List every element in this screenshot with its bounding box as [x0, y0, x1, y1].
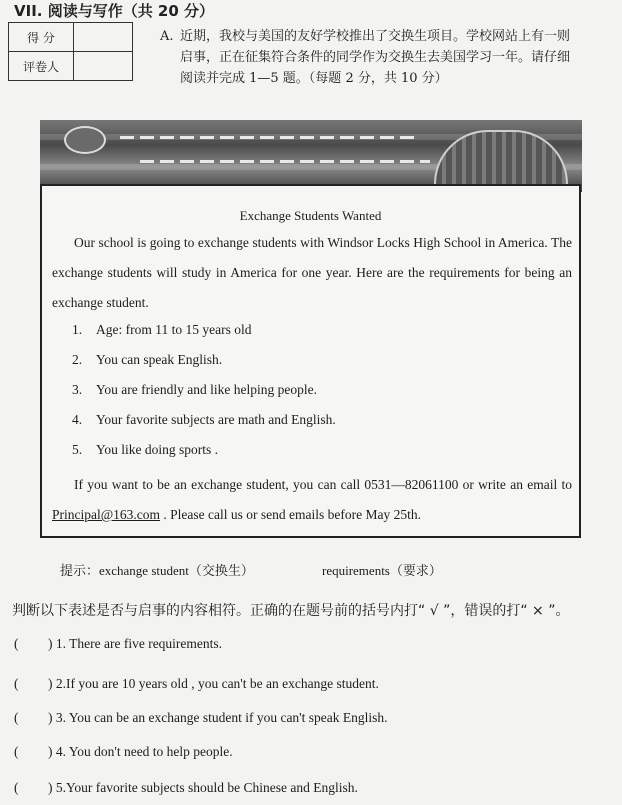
question-instruction: 判断以下表述是否与启事的内容相符。正确的在题号前的括号内打“ √ ”，错误的打“ × ”。 — [12, 603, 570, 619]
question-item — [14, 710, 387, 726]
hint-requirements: requirements（要求） — [322, 563, 442, 578]
notice-intro — [52, 228, 572, 318]
closing-text-after: . Please call us or send emails before May 25th. — [160, 507, 421, 522]
requirement-number: 1. — [72, 322, 83, 337]
intro-line-2: 启事，正在征集符合条件的同学作为交换生去美国学习一年。请仔细 — [180, 50, 571, 65]
question-item — [14, 676, 379, 692]
section-title: VII. 阅读与写作（共 20 分） — [14, 2, 215, 20]
email-link[interactable]: Principal@163.com — [52, 507, 161, 522]
notice-closing-text — [52, 470, 572, 530]
notice-box — [40, 184, 581, 538]
intro-line-3: 阅读并完成 1—5 题。（每题 2 分，共 10 分） — [180, 71, 448, 86]
answer-blank[interactable]: ( — [14, 636, 19, 651]
requirement-text: Your favorite subjects are math and English. — [96, 412, 336, 427]
requirement-text: You are friendly and like helping people. — [96, 382, 317, 397]
part-marker: A. — [160, 29, 174, 44]
requirement-item — [72, 442, 218, 458]
question-text: ) 3. You can be an exchange student if you can't speak English. — [48, 710, 388, 725]
score-cell — [74, 23, 133, 52]
answer-blank[interactable]: ( — [14, 744, 19, 759]
question-text: ) 5.Your favorite subjects should be Chinese and English. — [48, 780, 358, 795]
school-banner-image — [40, 120, 582, 192]
answer-blank[interactable]: ( — [14, 780, 19, 795]
requirement-item — [72, 322, 251, 338]
requirement-number: 3. — [72, 382, 83, 397]
hint-exchange-student: 提示：exchange student（交换生） — [60, 563, 254, 578]
grader-cell — [74, 52, 133, 81]
requirement-text: You like doing sports . — [96, 442, 219, 457]
answer-blank[interactable]: ( — [14, 710, 19, 725]
requirement-item — [72, 382, 317, 398]
requirement-number: 2. — [72, 352, 83, 367]
question-text: ) 4. You don't need to help people. — [48, 744, 233, 759]
banner-lettering — [140, 160, 430, 163]
grader-label: 评卷人 — [9, 52, 74, 81]
question-item — [14, 744, 233, 760]
notice-intro-text: Our school is going to exchange students with Windsor Locks High School in America. The exchange students will study in America for one year. Here are the requirements for being an exchange student. — [52, 235, 572, 310]
requirement-number: 4. — [72, 412, 83, 427]
requirement-text: You can speak English. — [96, 352, 223, 367]
closing-text-before: If you want to be an exchange student, you can call 0531—82061100 or write an email to — [74, 477, 572, 492]
score-row — [9, 23, 133, 52]
requirement-text: Age: from 11 to 15 years old — [96, 322, 252, 337]
requirement-item — [72, 352, 222, 368]
question-item — [14, 780, 358, 796]
requirement-number: 5. — [72, 442, 83, 457]
intro-line-1: 近期，我校与美国的友好学校推出了交换生项目。学校网站上有一则 — [180, 29, 571, 44]
question-item — [14, 636, 222, 652]
banner-lettering — [120, 136, 420, 139]
school-emblem-icon — [64, 126, 106, 154]
requirement-item — [72, 412, 336, 428]
score-table — [8, 22, 133, 81]
question-text: ) 1. There are five requirements. — [48, 636, 223, 651]
grader-row — [9, 52, 133, 81]
answer-blank[interactable]: ( — [14, 676, 19, 691]
question-text: ) 2.If you are 10 years old , you can't be an exchange student. — [48, 676, 379, 691]
score-label: 得 分 — [9, 23, 74, 52]
notice-title: Exchange Students Wanted — [239, 208, 382, 223]
intro-paragraph — [160, 26, 618, 89]
notice-closing — [52, 470, 572, 530]
